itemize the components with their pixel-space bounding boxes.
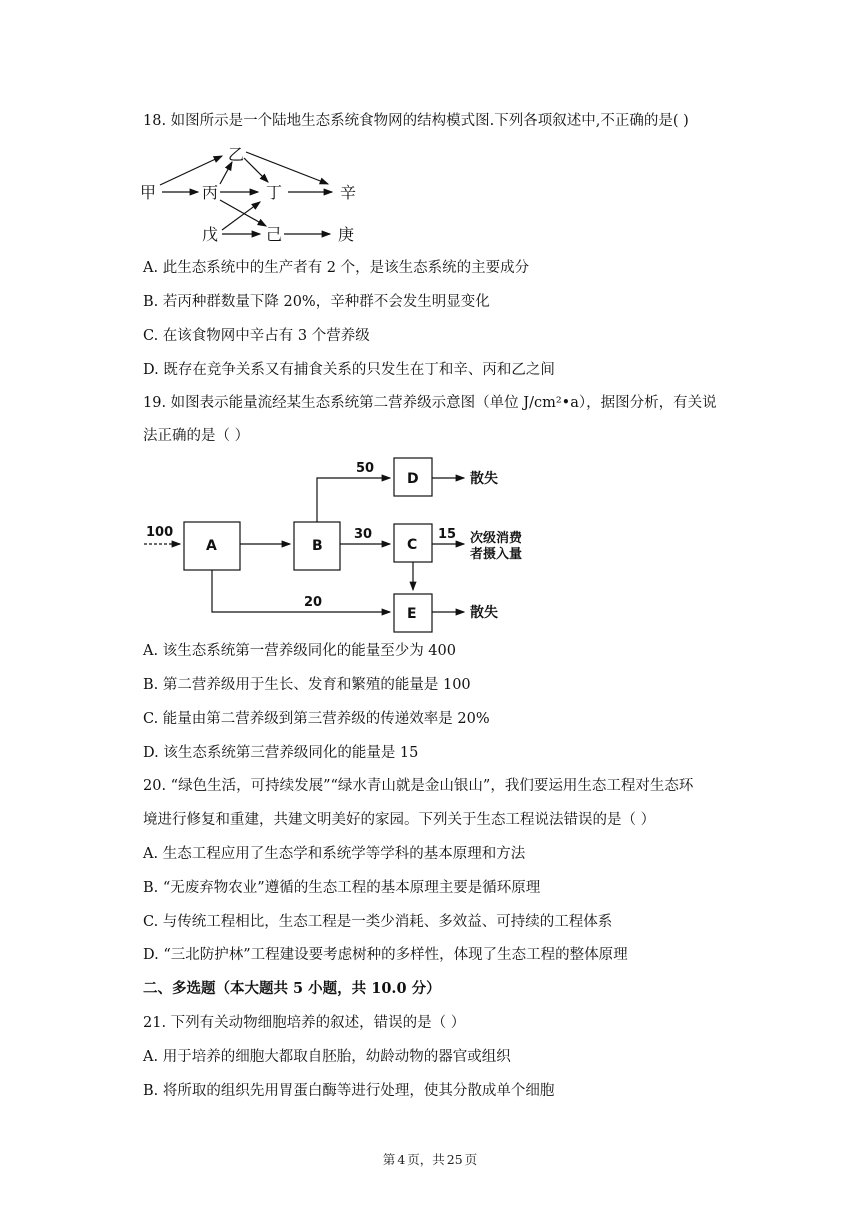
label-lost-e: 散失 <box>470 605 498 621</box>
page-footer <box>0 1150 860 1168</box>
q19-stem-line2: 法正确的是（ ） <box>143 428 250 444</box>
box-b-label: B <box>312 538 323 554</box>
q18-option-c: C. 在该食物网中辛占有 3 个营养级 <box>143 328 370 344</box>
q18-option-a: A. 此生态系统中的生产者有 2 个，是该生态系统的主要成分 <box>143 260 530 276</box>
value-a-to-e: 20 <box>304 595 323 610</box>
footer-page-number: 4 <box>397 1152 406 1167</box>
label-next-consumer-2: 者摄入量 <box>470 547 523 562</box>
footer-mid: 页，共 <box>407 1152 445 1167</box>
q21-stem: 21. 下列有关动物细胞培养的叙述，错误的是（ ） <box>143 1015 466 1031</box>
footer-prefix: 第 <box>382 1152 396 1167</box>
q19-stem-line1: 19. 如图表示能量流经某生态系统第二营养级示意图（单位 J/cm²•a），据图分析，有关说 <box>143 395 717 411</box>
q19-option-b: B. 第二营养级用于生长、发育和繁殖的能量是 100 <box>143 677 471 693</box>
q19-option-d: D. 该生态系统第三营养级同化的能量是 15 <box>143 745 419 761</box>
label-next-consumer-1: 次级消费 <box>470 531 523 546</box>
q21-option-b: B. 将所取的组织先用胃蛋白酶等进行处理，使其分散成单个细胞 <box>143 1083 555 1099</box>
value-b-to-c: 30 <box>354 527 373 542</box>
energy-flow-diagram <box>142 452 562 634</box>
node-geng: 庚 <box>338 225 355 244</box>
q20-option-b: B. “无废弃物农业”遵循的生态工程的基本原理主要是循环原理 <box>143 880 541 896</box>
q21-option-a: A. 用于培养的细胞大都取自胚胎，幼龄动物的器官或组织 <box>143 1049 511 1065</box>
value-c-out: 15 <box>438 527 457 542</box>
label-lost-d: 散失 <box>470 471 498 487</box>
q20-option-d: D. “三北防护林”工程建设要考虑树种的多样性，体现了生态工程的整体原理 <box>143 947 628 963</box>
food-web-diagram <box>138 142 378 246</box>
q19-option-c: C. 能量由第二营养级到第三营养级的传递效率是 20% <box>143 711 490 727</box>
box-c-label: C <box>407 537 418 553</box>
input-value: 100 <box>146 525 174 540</box>
footer-total-pages: 25 <box>446 1152 463 1167</box>
q20-stem-line2: 境进行修复和重建，共建文明美好的家园。下列关于生态工程说法错误的是（ ） <box>143 812 656 828</box>
box-a-label: A <box>206 538 217 554</box>
node-bing: 丙 <box>202 183 219 202</box>
node-wu: 戊 <box>202 225 219 244</box>
value-b-to-d: 50 <box>356 461 375 476</box>
q20-option-c: C. 与传统工程相比，生态工程是一类少消耗、多效益、可持续的工程体系 <box>143 914 613 930</box>
node-ji: 己 <box>266 225 283 244</box>
node-jia: 甲 <box>140 183 157 202</box>
q18-option-d: D. 既存在竞争关系又有捕食关系的只发生在丁和辛、丙和乙之间 <box>143 362 555 378</box>
q18-stem: 18. 如图所示是一个陆地生态系统食物网的结构模式图.下列各项叙述中,不正确的是( ) <box>143 113 689 129</box>
q20-option-a: A. 生态工程应用了生态学和系统学等学科的基本原理和方法 <box>143 846 526 862</box>
q19-option-a: A. 该生态系统第一营养级同化的能量至少为 400 <box>143 643 456 659</box>
q18-option-b: B. 若丙种群数量下降 20%，辛种群不会发生明显变化 <box>143 294 490 310</box>
node-ding: 丁 <box>266 183 283 202</box>
footer-suffix: 页 <box>464 1152 478 1167</box>
node-xin: 辛 <box>340 183 357 202</box>
box-e-label: E <box>407 606 417 622</box>
box-d-label: D <box>407 471 419 487</box>
section-heading: 二、多选题（本大题共 5 小题，共 10.0 分） <box>143 980 441 997</box>
node-yi: 乙 <box>228 145 245 164</box>
q20-stem-line1: 20. “绿色生活，可持续发展”“绿水青山就是金山银山”，我们要运用生态工程对生态环 <box>143 778 694 794</box>
